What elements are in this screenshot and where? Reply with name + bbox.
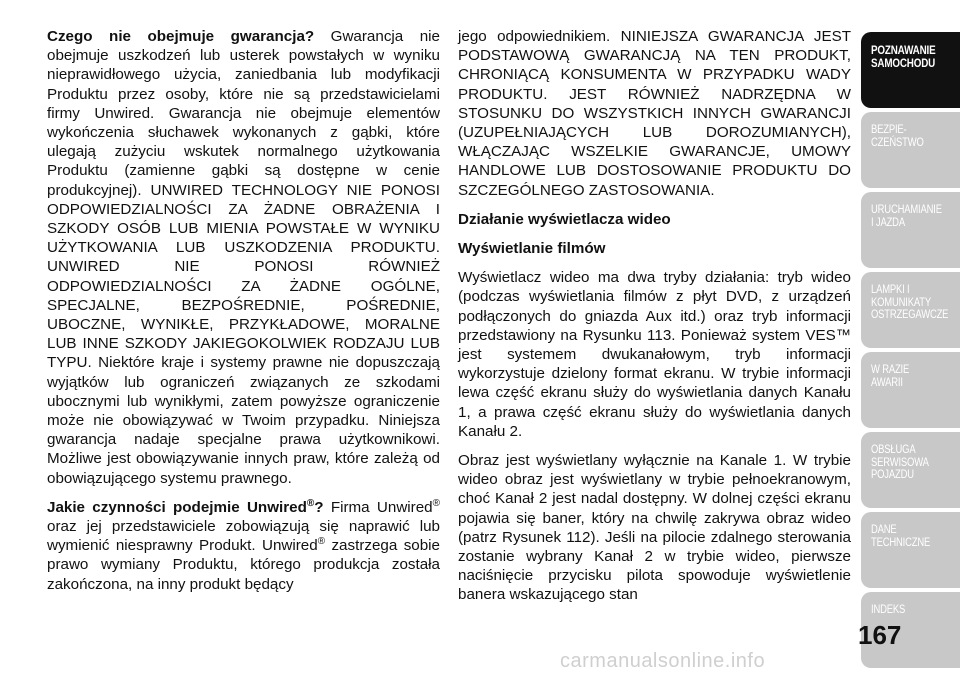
paragraph-unwired-actions: Jakie czynności podejmie Unwired®? Firma Unwired® oraz jej przedstawiciele zobowiązują się naprawić lub wymienić niesprawny Produkt. Unwired® zastrzega sobie prawo wymiany Produktu, którego produkcja została zakończona, na inny produkt będący — [47, 497, 441, 593]
paragraph-video-modes: Wyświetlacz wideo ma dwa tryby działania: tryb wideo (podczas wyświetlania filmów z płyt DVD, z urządzeń podłączonych do gniazda Aux itd.) oraz tryb informacji przedstawiony na Rysunku 113. Ponieważ system VES™ jest systemem dwukanałowym, tryb informacji wykorzystuje dzielony format ekranu. W trybie informacji lewa część ekranu służy do wyświetlania danych Kanału 1, a prawa część ekranu służy do wyświetlania danych Kanału 2. — [458, 269, 851, 440]
chapter-tabs — [861, 32, 960, 672]
tab-label: URUCHAMIANIE I JAZDA — [871, 204, 942, 229]
question-heading: Czego nie obejmuje gwarancja? — [47, 28, 315, 45]
tab-lampki-i-komunikaty[interactable] — [861, 272, 960, 348]
paragraph-warranty-continued: jego odpowiednikiem. NINIEJSZA GWARANCJA JEST PODSTAWOWĄ GWARANCJĄ NA TEN PRODUKT, CHRONIĄCĄ KONSUMENTA W PRZYPADKU WADY PRODUKTU. JEST RÓWNIEŻ NADRZĘDNA W STOSUNKU DO WSZYSTKICH INNYCH GWARANCJI (UZUPEŁNIAJĄCYCH LUB DOROZUMIANYCH), WŁĄCZAJĄC WSZELKIE GWARANCJE, UMOWY HANDLOWE LUB DOSTOSOWANIE PRODUKTU DO SZCZEGÓLNEGO ZASTOSOWANIA. — [458, 28, 851, 199]
tab-bezpieczenstwo[interactable] — [861, 112, 960, 188]
section-heading-video-display: Działanie wyświetlacza wideo — [458, 210, 671, 228]
page-number: 167 — [858, 620, 902, 650]
tab-dane-techniczne[interactable] — [861, 512, 960, 588]
tab-w-razie-awarii[interactable] — [861, 352, 960, 428]
right-column — [458, 27, 851, 615]
tab-label: LAMPKI I KOMUNIKATY OSTRZEGAWCZE — [871, 284, 949, 321]
watermark: carmanualsonline.info — [560, 650, 766, 672]
tab-poznawanie-samochodu[interactable] — [861, 32, 960, 108]
tab-uruchamianie-i-jazda[interactable] — [861, 192, 960, 268]
left-column — [47, 27, 440, 604]
tab-label: POZNAWANIE SAMOCHODU — [871, 43, 936, 70]
subsection-heading-movies: Wyświetlanie filmów — [458, 240, 606, 258]
tab-obsluga-serwisowa[interactable] — [861, 432, 960, 508]
tab-label: W RAZIE AWARII — [871, 364, 910, 389]
paragraph-warranty-exclusions — [47, 27, 440, 488]
tab-label: INDEKS — [871, 604, 906, 616]
tab-label: OBSŁUGA SERWISOWA POJAZDU — [871, 444, 929, 481]
paragraph-text: Gwarancja nie obejmuje uszkodzeń lub usterek powstałych w wyniku nieprawidłowego użycia, zaniedbania lub modyfikacji Produktu przez osoby, które nie są przedstawicielami firmy Unwired. Gwarancja nie obejmuje elementów wykończenia słuchawek wykonanych z gąbki, które ulegają zużyciu wskutek normalnego użytkowania Produktu (zamienne gąbki są dostępne w cenie produkcyjnej). UNWIRED TECHNOLOGY NIE PONOSI ODPOWIEDZIALNOŚCI ZA ŻADNE OBRAŻENIA I SZKODY OSÓB LUB MIENIA POWSTAŁE W WYNIKU UŻYTKOWANIA LUB USZKODZENIA PRODUKTU. UNWIRED NIE PONOSI RÓWNIEŻ ODPOWIEDZIALNOŚCI ZA ŻADNE OGÓLNE, SPECJALNE, BEZPOŚREDNIE, POŚREDNIE, UBOCZNE, WYNIKŁE, PRZYKŁADOWE, MORALNE LUB INNE SZKODY JAKIEGOKOLWIEK RODZAJU LUB TYPU. Niektóre kraje i systemy prawne nie dopuszczają wyjątków lub ograniczeń związanych ze szkodami ubocznymi lub wynikłymi, zatem powyższe ograniczenie może nie obowiązywać w Twoim przypadku. Niniejsza gwarancja nadaje specjalne prawa użytkownikowi. Możliwe jest obowiązywanie innych praw, które zależą od obowiązującego systemu prawnego. — [47, 28, 440, 487]
tab-label: BEZPIE- CZEŃSTWO — [871, 124, 924, 149]
paragraph-channel-1: Obraz jest wyświetlany wyłącznie na Kanale 1. W trybie wideo obraz jest wyświetlany w trybie pełnoekranowym, choć Kanał 2 jest nadal dostępny. W dolnej części ekranu pojawia się baner, który na chwilę zakrywa obraz wideo (patrz Rysunek 112). Jeśli na pilocie zdalnego sterowania zostanie wybrany Kanał 2 w trybie wideo, pierwsze naciśnięcie przycisku pilota spowoduje wyświetlenie banera wskazującego stan — [458, 452, 851, 604]
question-heading: Jakie czynności podejmie Unwired®? — [47, 497, 324, 516]
tab-label: DANE TECHNICZNE — [871, 524, 931, 549]
